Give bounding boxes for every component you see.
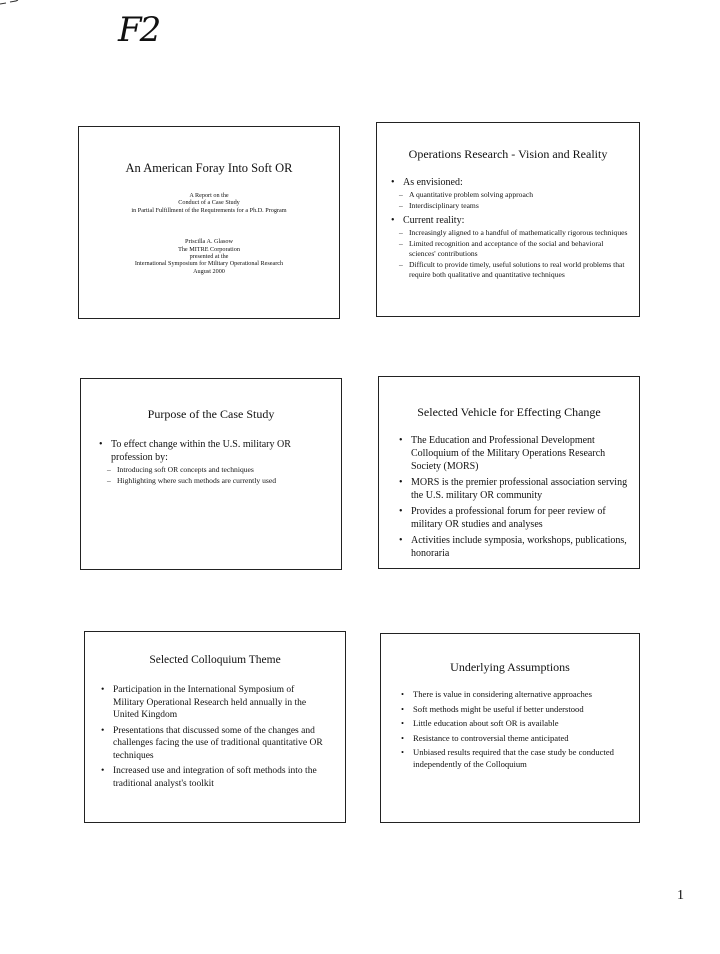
page-number: 1 — [677, 888, 684, 903]
author-line: International Symposium for Military Operational Research — [134, 260, 284, 268]
sub-list-item: – Interdisciplinary teams — [399, 201, 631, 212]
sub-list-item: – A quantitative problem solving approach — [399, 190, 631, 201]
scan-speck-mark — [0, 0, 22, 6]
slide-heading: Operations Research - Vision and Reality — [408, 147, 608, 161]
list-item: • Soft methods might be useful if better understood — [401, 704, 621, 716]
list-item: • Participation in the International Symposium of Military Operational Research held annually in the United Kingdom — [101, 684, 325, 722]
list-item-text: Current reality: — [403, 215, 465, 226]
sub-list-item: – Difficult to provide timely, useful solutions to real world problems that require both qualitative and quantitative techniques — [399, 260, 631, 281]
bullet-list — [101, 684, 325, 790]
list-item-text: As envisioned: — [403, 177, 463, 188]
sub-list-item: – Limited recognition and acceptance of the social and behavioral sciences' contributions — [399, 239, 631, 260]
list-item: • Little education about soft OR is available — [401, 718, 621, 730]
author-block — [79, 238, 339, 275]
list-item: • MORS is the premier professional association serving the U.S. military OR community — [399, 476, 629, 502]
bullet-list — [401, 689, 621, 770]
author-line: The MITRE Corporation — [178, 245, 240, 253]
list-item: • Activities include symposia, workshops, publications, honoraria — [399, 534, 629, 560]
sub-list-item: – Introducing soft OR concepts and techniques — [107, 465, 323, 476]
slide-vision-reality — [376, 122, 640, 317]
list-item: • Increased use and integration of soft methods into the traditional analyst's toolkit — [101, 765, 325, 790]
slide-title — [78, 126, 340, 319]
list-item: • There is value in considering alternative approaches — [401, 689, 621, 701]
list-item: • Resistance to controversial theme anticipated — [401, 733, 621, 745]
bullet-list — [399, 434, 629, 560]
list-item — [391, 214, 631, 227]
slide-title-heading: An American Foray Into Soft OR — [125, 161, 293, 175]
slide-heading: Selected Vehicle for Effecting Change — [417, 405, 601, 419]
list-item — [391, 176, 631, 189]
list-item: • Presentations that discussed some of the changes and challenges facing the use of traditional quantitative OR techniques — [101, 725, 325, 763]
slide-underlying-assumptions — [380, 633, 640, 823]
bullet-list — [391, 176, 631, 281]
slide-heading: Selected Colloquium Theme — [149, 654, 281, 666]
report-line: Conduct of a Case Study — [178, 199, 240, 207]
sub-list-item: – Increasingly aligned to a handful of mathematically rigorous techniques — [399, 228, 631, 239]
slide-colloquium-theme — [84, 631, 346, 823]
report-line: in Partial Fulfillment of the Requirements for a Ph.D. Program — [131, 206, 287, 214]
list-item: • To effect change within the U.S. military OR profession by: — [99, 438, 323, 464]
bullet-list — [99, 438, 323, 486]
handwritten-mark: F2 — [118, 10, 160, 50]
list-item: • Provides a professional forum for peer review of military OR studies and analyses — [399, 505, 629, 531]
sub-list-item: – Highlighting where such methods are currently used — [107, 476, 323, 487]
list-item: • Unbiased results required that the case study be conducted independently of the Colloquium — [401, 747, 621, 770]
list-item: • The Education and Professional Development Colloquium of the Military Operations Research Society (MORS) — [399, 434, 629, 473]
slide-heading: Underlying Assumptions — [450, 660, 570, 674]
author-line: Priscilla A. Glasow — [185, 238, 233, 246]
author-line: presented at the — [189, 253, 229, 261]
slide-heading: Purpose of the Case Study — [147, 407, 275, 421]
author-line: August 2000 — [193, 267, 225, 275]
report-block — [79, 192, 339, 214]
slide-purpose — [80, 378, 342, 570]
report-line: A Report on the — [189, 192, 229, 199]
slide-vehicle — [378, 376, 640, 569]
